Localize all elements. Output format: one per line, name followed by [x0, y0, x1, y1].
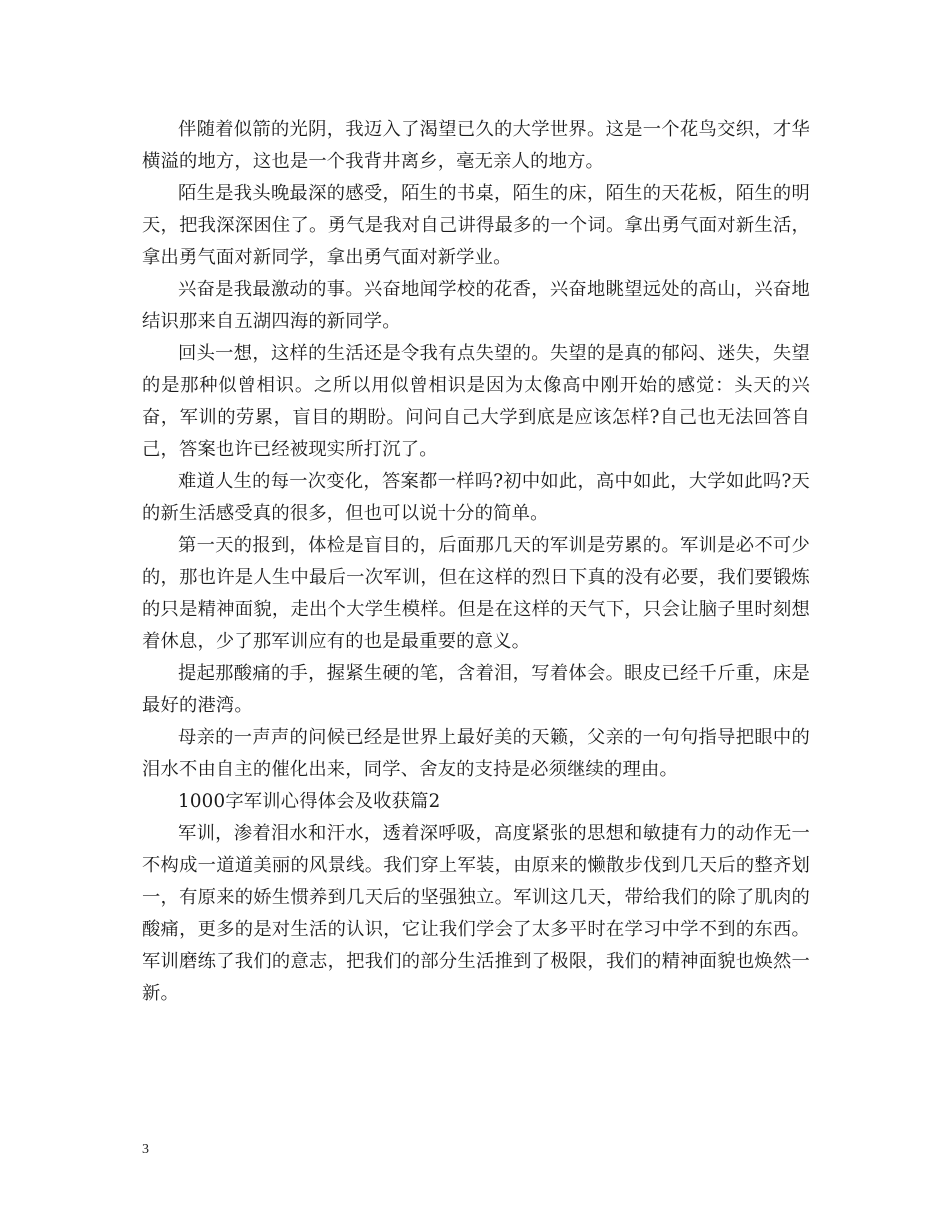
- section-heading: 1000字军训心得体会及收获篇2: [178, 791, 441, 812]
- paragraph: 陌生是我头晚最深的感受，陌生的书桌，陌生的床，陌生的天花板，陌生的明天，把我深深困住了。勇气是我对自己讲得最多的一个词。拿出勇气面对新生活，拿出勇气面对新同学，拿出勇气面对新学业。: [142, 183, 810, 268]
- paragraph: 伴随着似箭的光阴，我迈入了渴望已久的大学世界。这是一个花鸟交织，才华横溢的地方，这也是一个我背井离乡，毫无亲人的地方。: [142, 119, 810, 172]
- paragraph: 回头一想，这样的生活还是令我有点失望的。失望的是真的郁闷、迷失，失望的是那种似曾相识。之所以用似曾相识是因为太像高中刚开始的感觉：头天的兴奋，军训的劳累，盲目的期盼。问问自己大学到底是应该怎样?自己也无法回答自己，答案也许已经被现实所打沉了。: [142, 343, 810, 460]
- document-body: [142, 114, 810, 1010]
- paragraph: 军训，渗着泪水和汗水，透着深呼吸，高度紧张的思想和敏捷有力的动作无一不构成一道道美丽的风景线。我们穿上军装，由原来的懒散步伐到几天后的整齐划一，有原来的娇生惯养到几天后的坚强独立。军训这几天，带给我们的除了肌肉的酸痛，更多的是对生活的认识，它让我们学会了太多平时在学习中学不到的东西。军训磨练了我们的意志，把我们的部分生活推到了极限，我们的精神面貌也焕然一新。: [142, 823, 810, 1004]
- paragraph: 兴奋是我最激动的事。兴奋地闻学校的花香，兴奋地眺望远处的高山，兴奋地结识那来自五湖四海的新同学。: [142, 279, 810, 332]
- page-number: 3: [142, 1142, 149, 1157]
- paragraph: 母亲的一声声的问候已经是世界上最好美的天籁，父亲的一句句指导把眼中的泪水不由自主的催化出来，同学、舍友的支持是必须继续的理由。: [142, 727, 810, 780]
- paragraph: 提起那酸痛的手，握紧生硬的笔，含着泪，写着体会。眼皮已经千斤重，床是最好的港湾。: [142, 663, 810, 716]
- paragraph: 第一天的报到，体检是盲目的，后面那几天的军训是劳累的。军训是必不可少的，那也许是人生中最后一次军训，但在这样的烈日下真的没有必要，我们要锻炼的只是精神面貌，走出个大学生模样。但是在这样的天气下，只会让脑子里时刻想着休息，少了那军训应有的也是最重要的意义。: [142, 535, 810, 652]
- paragraph: 难道人生的每一次变化，答案都一样吗?初中如此，高中如此，大学如此吗?天的新生活感受真的很多，但也可以说十分的简单。: [142, 471, 810, 524]
